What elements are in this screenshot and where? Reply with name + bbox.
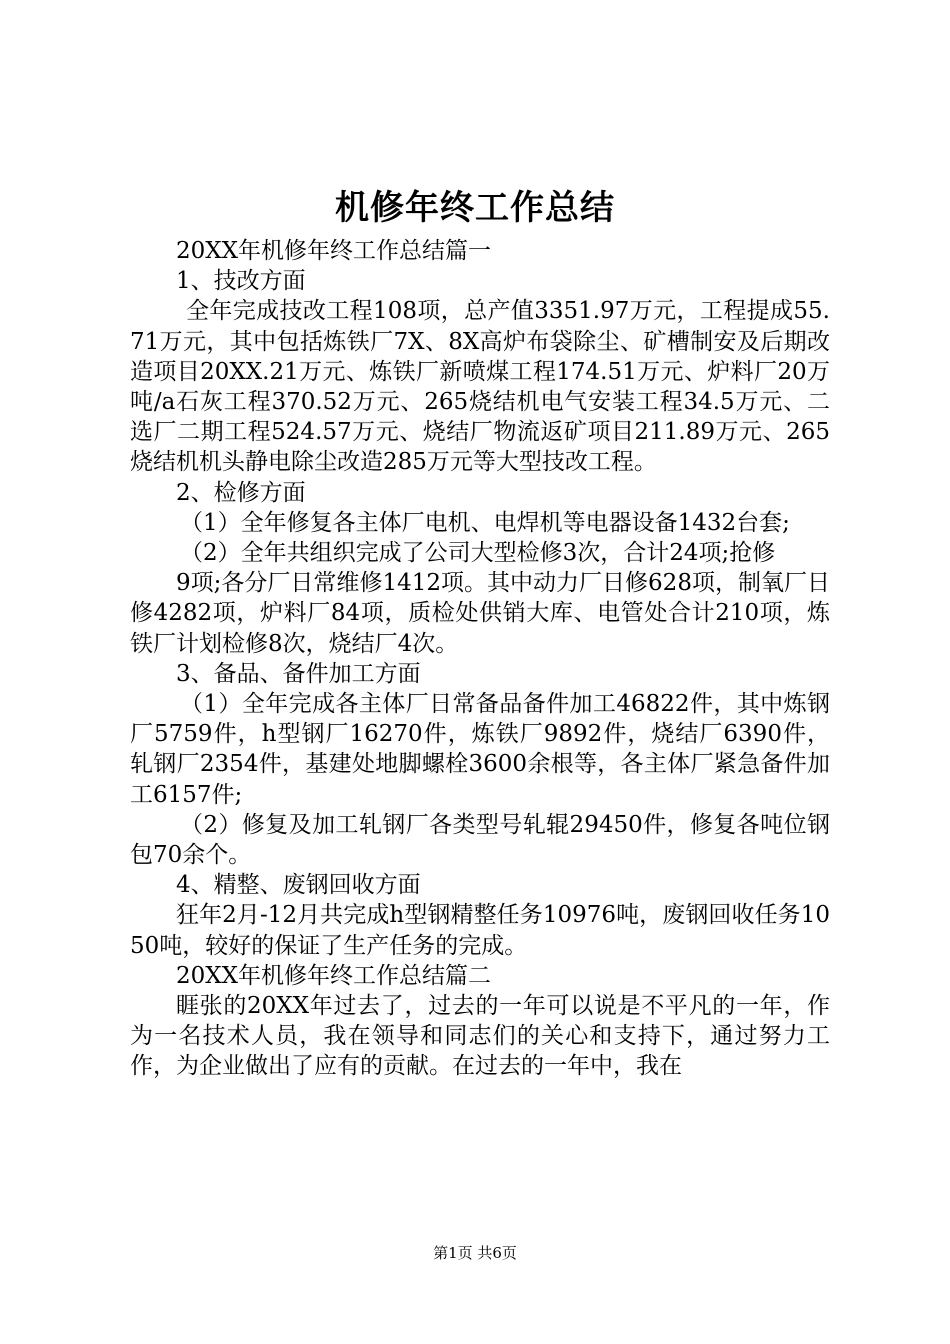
paragraph-repair-item-2: （2）全年共组织完成了公司大型检修3次，合计24项;抢修	[180, 540, 776, 567]
paragraph-section-3-heading: 3、备品、备件加工方面	[176, 660, 421, 687]
paragraph-repair-item-1: （1）全年修复各主体厂电机、电焊机等电器设备1432台套;	[180, 509, 790, 536]
paragraph-scrap-recovery: 狂年2月-12月共完成h型钢精整任务10976吨，废钢回收任务1050吨，较好的保证了生产任务的完成。	[130, 902, 830, 959]
page-number-footer: 第1页 共6页	[433, 1244, 517, 1262]
paragraph-section-1-heading: 1、技改方面	[176, 268, 306, 295]
document-title: 机修年终工作总结	[335, 188, 615, 228]
paragraph-spare-parts-item-2: （2）修复及加工轧钢厂各类型号轧辊29450件，修复各吨位钢包70余个。	[130, 811, 830, 869]
paragraph-repair-continued: 9项;各分厂日常维修1412项。其中动力厂日修628项，制氧厂日修4282项，炉料厂84项，质检处供销大库、电管处合计210项，炼铁厂计划检修8次，烧结厂4次。	[130, 570, 830, 657]
paragraph-spare-parts-item-1: （1）全年完成各主体厂日常备品备件加工46822件，其中炼钢厂5759件，h型钢厂16270件，炼铁厂9892件，烧结厂6390件，轧钢厂2354件，基建处地脚螺栓3600余根等，各主体厂紧急备件加工6157件;	[130, 691, 830, 808]
paragraph-heading-part-one: 20XX年机修年终工作总结篇一	[176, 238, 492, 264]
paragraph-section-2-heading: 2、检修方面	[176, 479, 306, 506]
document-body	[130, 236, 830, 1082]
paragraph-tech-renovation: 全年完成技改工程108项，总产值3351.97万元，工程提成55.71万元，其中包括炼铁厂7X、8X高炉布袋除尘、矿槽制安及后期改造项目20XX.21万元、炼铁厂新喷煤工程174.51万元、炉料厂20万吨/a石灰工程370.52万元、265烧结机电气安装工程34.5万元、二选厂二期工程524.57万元、烧结厂物流返矿项目211.89万元、265烧结机机头静电除尘改造285万元等大型技改工程。	[130, 298, 830, 476]
paragraph-section-4-heading: 4、精整、废钢回收方面	[176, 872, 421, 899]
paragraph-heading-part-two: 20XX年机修年终工作总结篇二	[176, 962, 492, 989]
paragraph-part-two-intro: 睚张的20XX年过去了，过去的一年可以说是不平凡的一年，作为一名技术人员，我在领导和同志们的关心和支持下，通过努力工作，为企业做出了应有的贡献。在过去的一年中，我在	[130, 993, 830, 1080]
